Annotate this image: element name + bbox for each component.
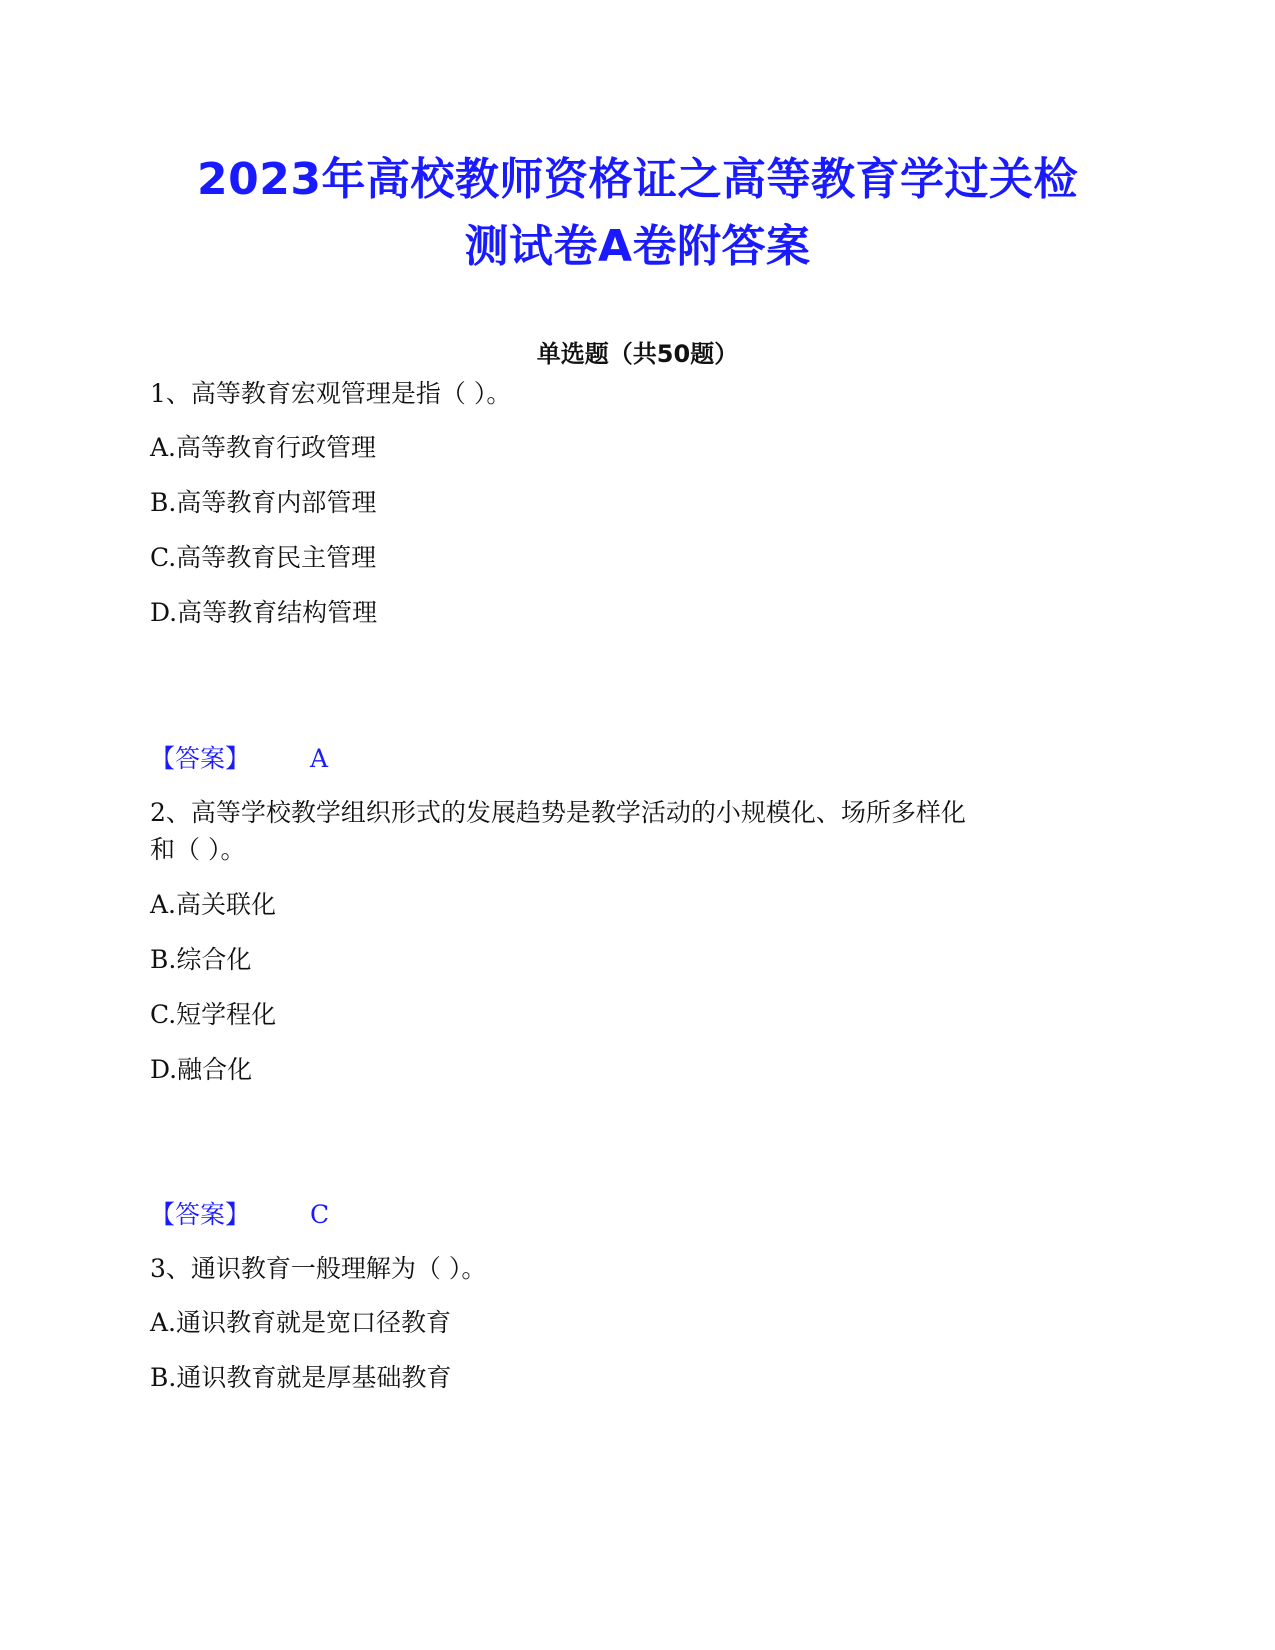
question-1-stem: 1、高等教育宏观管理是指（ ）。: [150, 379, 512, 408]
question-2-option-d: D.融合化: [150, 1055, 253, 1084]
question-2-option-a: A.高关联化: [150, 890, 277, 919]
question-2-option-c: C.短学程化: [150, 1000, 277, 1029]
title-line-2: 测试卷A卷附答案: [464, 221, 811, 272]
answer-value: C: [310, 1200, 330, 1229]
answer-label: 【答案】: [150, 1200, 251, 1229]
question-3-stem: 3、通识教育一般理解为（ ）。: [150, 1254, 487, 1283]
question-1-option-a: A.高等教育行政管理: [150, 433, 377, 462]
question-2-stem-line-2: 和（ ）。: [150, 835, 246, 864]
question-2-option-b: B.综合化: [150, 945, 252, 974]
question-1-option-c: C.高等教育民主管理: [150, 543, 377, 572]
title-line-1: 2023年高校教师资格证之高等教育学过关检: [197, 154, 1078, 205]
question-1-answer: [150, 741, 329, 777]
answer-label: 【答案】: [150, 744, 251, 773]
answer-value: A: [310, 744, 329, 773]
question-3-option-a: A.通识教育就是宽口径教育: [150, 1308, 452, 1337]
question-3-option-b: B.通识教育就是厚基础教育: [150, 1363, 452, 1392]
question-2-answer: [150, 1197, 330, 1233]
question-1-option-d: D.高等教育结构管理: [150, 598, 378, 627]
section-heading: 单选题（共50题）: [536, 340, 739, 368]
document-title: [0, 146, 1275, 280]
question-2-stem-line-1: 2、高等学校教学组织形式的发展趋势是教学活动的小规模化、场所多样化: [150, 798, 966, 827]
question-1-option-b: B.高等教育内部管理: [150, 488, 377, 517]
